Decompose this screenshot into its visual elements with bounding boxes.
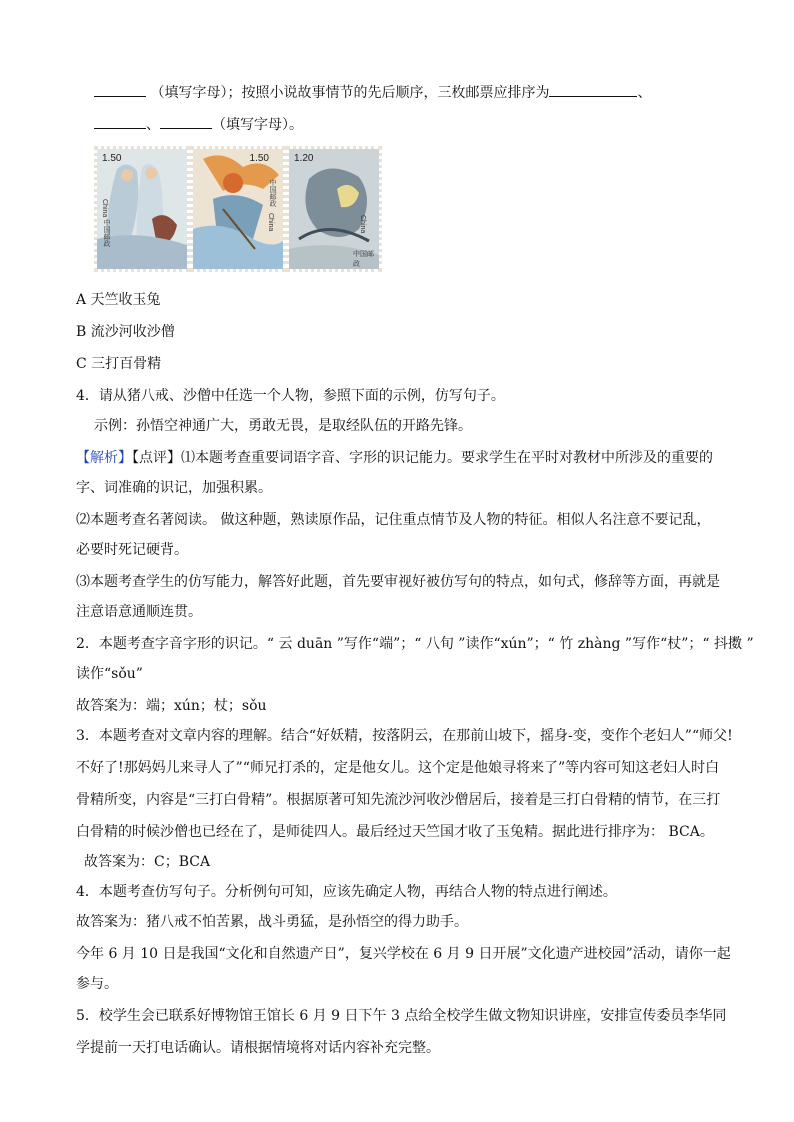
analysis-p1-line1: 【解析】【点评】⑴本题考查重要词语字音、字形的识记能力。要求学生在平时对教材中所涉及的重要的 [76,450,713,466]
answer-blank[interactable] [94,82,146,97]
option-a: A 天竺收玉兔 [76,292,161,308]
answer-3-line2: 不好了!那妈妈儿来寻人了”“师兄打杀的，定是他女儿。这个定是他娘寻将来了”等内容可知这老妇人时白 [76,760,720,776]
answer-3-line1: 3．本题考查对文章内容的理解。结合“好妖精，按落阴云，在那前山坡下，摇身-变，变作个老妇人”“师父! [76,728,733,744]
intro-line2: 参与。 [76,976,118,992]
option-c: C 三打百骨精 [76,356,162,372]
stamp-a: 1.50 中国邮政 China [94,146,190,272]
stamp-c: 1.20 中国邮政 China [286,146,382,272]
answer-blank[interactable] [160,114,212,129]
answer-blank[interactable] [549,82,637,97]
analysis-p3-line2: 注意语意通顺连贯。 [76,604,202,620]
answer-2-line2: 读作“sǒu” [76,666,143,682]
analysis-p3-line1: ⑶本题考查学生的仿写能力，解答好此题，首先要审视好被仿写句的特点，如句式，修辞等方面，再就是 [76,574,720,590]
intro-line1: 今年 6 月 10 日是我国“文化和自然遗产日”，复兴学校在 6 月 9 日开展”文化遗产进校园”活动，请你一起 [76,946,731,962]
question-5-line1: 5．校学生会已联系好博物馆王馆长 6 月 9 日下午 3 点给全校学生做文物知识讲座，安排宣传委员李华同 [76,1008,727,1024]
answer-4-result: 故答案为：猪八戒不怕苦累，战斗勇猛，是孙悟空的得力助手。 [76,914,468,930]
q3-blank-line-2: 、 （填写字母）。 [94,114,774,135]
answer-blank[interactable] [94,114,146,129]
question-4-example: 示例：孙悟空神通广大，勇敢无畏，是取经队伍的开路先锋。 [94,418,472,434]
stamps-image [94,146,382,272]
answer-3-line4: 白骨精的时候沙僧也已经在了，是师徒四人。最后经过天竺国才收了玉兔精。据此进行排序为： BCA。 [76,824,714,840]
stamp-b-illustration [193,149,283,269]
stamp-a-illustration [97,149,187,269]
question-4: 4．请从猪八戒、沙僧中任选一个人物，参照下面的示例，仿写句子。 [76,388,505,404]
analysis-p2-line1: ⑵本题考查名著阅读。 做这种题，熟读原作品，记住重点情节及人物的特征。相似人名注意不要记乱， [76,512,711,528]
answer-3-result: 故答案为：C；BCA [84,854,211,870]
option-b: B 流沙河收沙僧 [76,324,175,340]
answer-4-line1: 4．本题考查仿写句子。分析例句可知，应该先确定人物，再结合人物的特点进行阐述。 [76,884,617,900]
analysis-p2-line2: 必要时死记硬背。 [76,542,188,558]
analysis-p1-line2: 字、词准确的识记，加强积累。 [76,480,272,496]
comment-tag: 【点评】 [132,450,181,466]
answer-3-line3: 骨精所变，内容是“三打白骨精”。根据原著可知先流沙河收沙僧居后，接着是三打白骨精的情节，在三打 [76,792,721,808]
analysis-tag: 【解析】 [76,450,132,466]
answer-2-line1: 2．本题考查字音字形的识记。“ 云 duān ”写作“端”；“ 八旬 ”读作“xún”；“ 竹 zhàng ”写作“杖”；“ 抖擞 ” [76,636,754,652]
stamp-b: 1.50 中国邮政 China [190,146,286,272]
q3-blank-line-1: （填写字母）；按照小说故事情节的先后顺序，三枚邮票应排序为 、 [94,82,774,103]
question-5-line2: 学提前一天打电话确认。请根据情境将对话内容补充完整。 [76,1040,440,1056]
answer-2-result: 故答案为：端；xún；杖；sǒu [76,698,267,714]
